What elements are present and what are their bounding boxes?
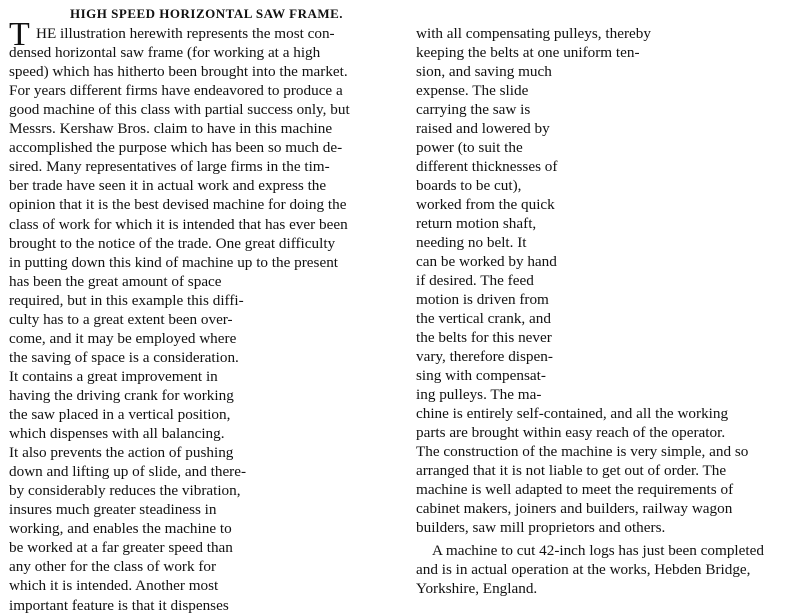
right-column-line: chine is entirely self-contained, and all the working [416, 405, 729, 422]
left-column-line: brought to the notice of the trade. One great difficulty [9, 234, 336, 252]
right-column-line: different thicknesses of [416, 158, 558, 175]
right-column-line: the vertical crank, and [416, 310, 551, 327]
right-column-line: raised and lowered by [416, 120, 550, 137]
left-column-line: any other for the class of work for [9, 558, 217, 576]
left-column-line: insures much greater steadiness in [9, 501, 217, 519]
right-column-line: boards to be cut), [416, 177, 522, 194]
right-column-line: The construction of the machine is very simple, and so [416, 443, 749, 460]
left-column-line: required, but in this example this diffi- [9, 291, 244, 309]
left-column-line: by considerably reduces the vibration, [9, 482, 241, 500]
right-column-line: power (to suit the [416, 139, 523, 156]
right-column-line: worked from the quick [416, 196, 555, 213]
right-column-line: vary, therefore dispen- [416, 348, 553, 365]
right-column-line: A machine to cut 42-inch logs has just been completed [432, 542, 764, 559]
left-column-line: be worked at a far greater speed than [9, 539, 233, 557]
left-column-line: in putting down this kind of machine up to the present [9, 253, 339, 271]
left-column-line: important feature is that it dispenses [9, 596, 229, 614]
right-column-line: needing no belt. It [416, 234, 527, 251]
right-column-line: arranged that it is not liable to get out of order. The [416, 462, 727, 479]
left-column-line: having the driving crank for working [9, 386, 234, 404]
left-column-line: It contains a great improvement in [9, 367, 218, 385]
right-column-line: sion, and saving much [416, 63, 552, 80]
left-column-line: For years different firms have endeavored to produce a [9, 82, 343, 100]
left-column-line: the saw placed in a vertical position, [9, 406, 231, 423]
left-column-line: It also prevents the action of pushing [9, 444, 234, 462]
right-column-line: the belts for this never [416, 329, 552, 346]
right-column-line: and is in actual operation at the works, Hebden Bridge, [416, 561, 751, 578]
left-column-line: densed horizontal saw frame (for working at a high [9, 44, 321, 62]
drop-cap: T [9, 16, 30, 53]
article-title: HIGH SPEED HORIZONTAL SAW FRAME. [70, 6, 344, 21]
left-column-line: Messrs. Kershaw Bros. claim to have in this machine [9, 120, 333, 138]
left-column-line: HE illustration herewith represents the most con- [36, 25, 335, 42]
left-column-line: working, and enables the machine to [9, 520, 232, 538]
right-column-line: builders, saw mill proprietors and others. [416, 519, 666, 536]
right-column-line: sing with compensat- [416, 367, 546, 384]
right-column-line: motion is driven from [416, 291, 549, 308]
right-column-line: carrying the saw is [416, 101, 531, 118]
left-column-line: good machine of this class with partial success only, but [9, 101, 350, 119]
right-column-line: machine is well adapted to meet the requirements of [416, 481, 734, 498]
left-column-line: which it is intended. Another most [9, 577, 219, 595]
right-column-line: Yorkshire, England. [416, 580, 538, 597]
left-column-line: which dispenses with all balancing. [9, 425, 225, 443]
left-column-line: down and lifting up of slide, and there- [9, 463, 247, 481]
right-column-line: keeping the belts at one uniform ten- [416, 44, 640, 61]
left-column-line: sired. Many representatives of large firms in the tim- [9, 158, 330, 176]
left-column-line: class of work for which it is intended that has ever been [9, 215, 348, 233]
right-column-line: expense. The slide [416, 82, 529, 99]
right-column-line: parts are brought within easy reach of the operator. [416, 424, 726, 441]
left-column-line: opinion that it is the best devised machine for doing the [9, 196, 347, 214]
right-column-line: return motion shaft, [416, 215, 537, 232]
left-column-line: the saving of space is a consideration. [9, 348, 239, 366]
right-column-line: can be worked by hand [416, 253, 557, 270]
right-column-line: if desired. The feed [416, 272, 534, 289]
right-column-line: ing pulleys. The ma- [416, 386, 542, 403]
left-column-line: come, and it may be employed where [9, 329, 237, 347]
left-column-line: ber trade have seen it in actual work and express the [9, 177, 327, 195]
left-column-line: accomplished the purpose which has been so much de- [9, 139, 343, 157]
left-column-line: speed) which has hitherto been brought into the market. [9, 63, 348, 81]
left-column-line: culty has to a great extent been over- [9, 310, 233, 328]
right-column-line: with all compensating pulleys, thereby [416, 25, 651, 42]
right-column-line: cabinet makers, joiners and builders, railway wagon [416, 500, 733, 517]
left-column-line: has been the great amount of space [9, 272, 222, 290]
